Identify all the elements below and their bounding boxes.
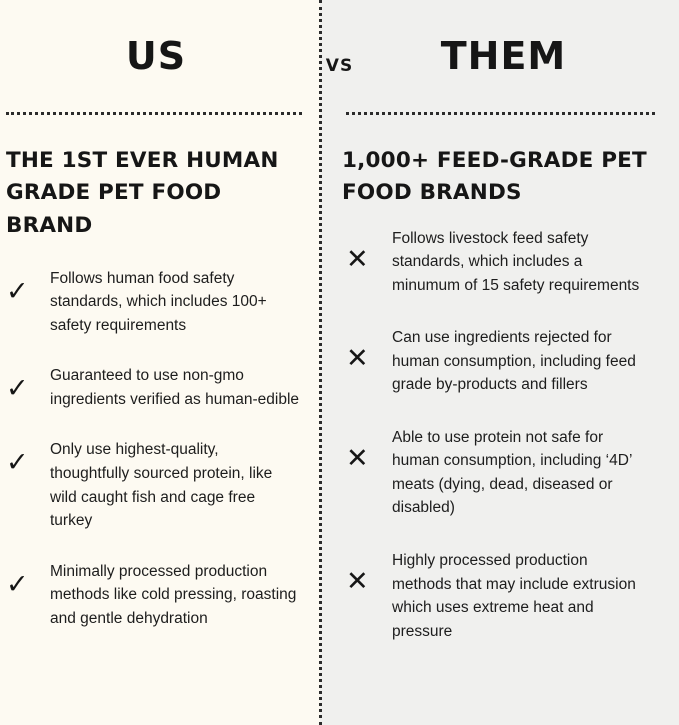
list-item-text: Follows human food safety standards, which includes 100+ safety requirements [50, 269, 267, 334]
list-item-text: Highly processed production methods that may include extrusion which uses extreme heat and pressure [392, 551, 636, 640]
vertical-divider [319, 0, 322, 725]
column-them [320, 0, 679, 725]
them-heading: THEM [440, 34, 567, 78]
list-item [342, 423, 665, 520]
check-icon: ✓ [6, 447, 29, 479]
vs-label: VS [325, 56, 354, 76]
them-item-list [342, 224, 665, 644]
them-subheading: 1,000+ FEED-GRADE PET FOOD BRANDS [342, 148, 647, 206]
list-item [6, 264, 306, 338]
cross-icon: ✕ [346, 442, 369, 474]
list-item [6, 361, 306, 411]
cross-icon: ✕ [346, 343, 369, 375]
list-item [6, 435, 306, 532]
cross-icon: ✕ [346, 565, 369, 597]
us-item-list [6, 264, 306, 631]
column-us [0, 0, 320, 725]
list-item-text: Follows livestock feed safety standards, which includes a minumum of 15 safety requirements [392, 229, 640, 294]
list-item [6, 557, 306, 631]
list-item-text: Can use ingredients rejected for human consumption, including feed grade by-products and fillers [392, 329, 636, 394]
check-icon: ✓ [6, 275, 29, 307]
list-item [342, 546, 665, 643]
us-subheading: THE 1ST EVER HUMAN GRADE PET FOOD BRAND [6, 148, 279, 238]
list-item [342, 323, 665, 397]
list-item [342, 224, 665, 298]
list-item-text: Guaranteed to use non-gmo ingredients verified as human-edible [50, 367, 300, 408]
check-icon: ✓ [6, 373, 29, 405]
list-item-text: Minimally processed production methods like cold pressing, roasting and gentle dehydration [50, 562, 297, 627]
list-item-text: Able to use protein not safe for human consumption, including ‘4D’ meats (dying, dead, diseased or disabled) [392, 428, 632, 517]
list-item-text: Only use highest-quality, thoughtfully sourced protein, like wild caught fish and cage free turkey [50, 441, 273, 530]
us-heading: US [125, 34, 187, 78]
cross-icon: ✕ [346, 243, 369, 275]
check-icon: ✓ [6, 568, 29, 600]
